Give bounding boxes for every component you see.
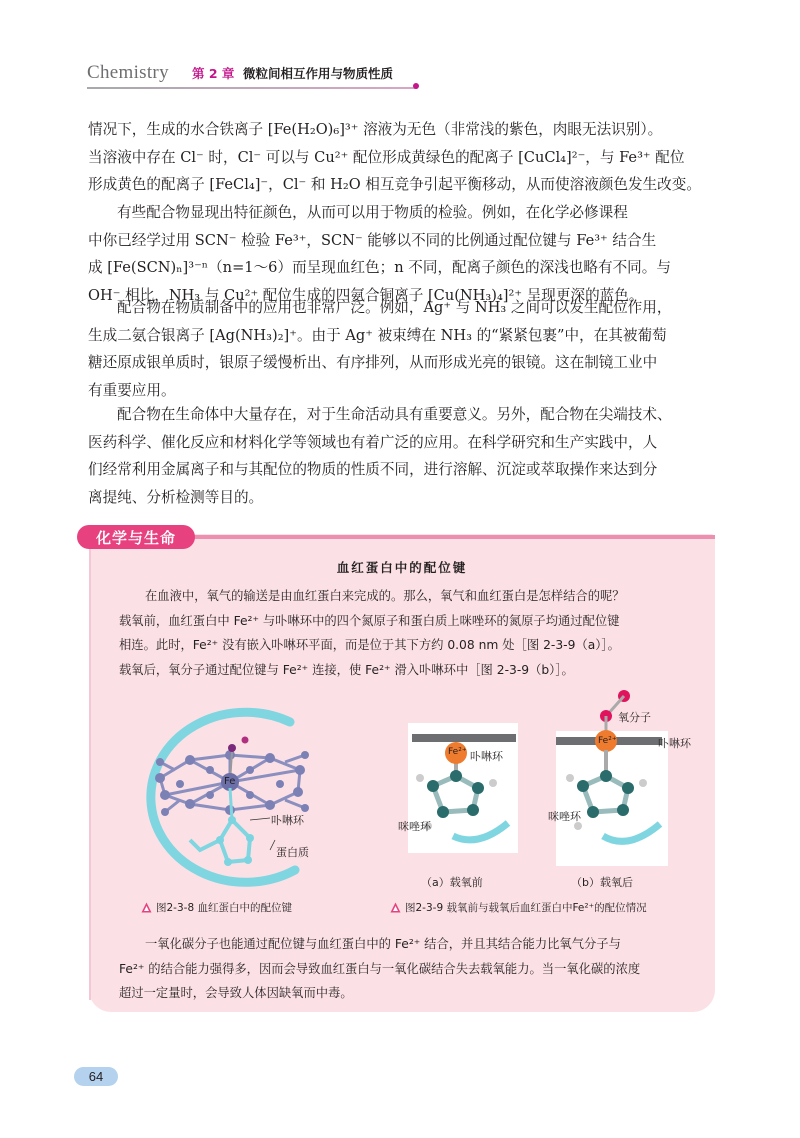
header-rule — [87, 87, 417, 89]
text-line: 当溶液中存在 Cl⁻ 时，Cl⁻ 可以与 Cu²⁺ 配位形成黄绿色的配离子 [CuCl₄]²⁻，与 Fe³⁺ 配位 — [88, 148, 685, 166]
before-oxygen-illustration — [398, 708, 523, 863]
header-subject: Chemistry — [87, 62, 169, 83]
text-line: 成 [Fe(SCN)ₙ]³⁻ⁿ（n=1～6）而呈现血红色；n 不同，配离子颜色的深浅也略有不同。与 — [88, 259, 671, 277]
text-line: 配合物在生命体中大量存在，对于生命活动具有重要意义。另外，配合物在尖端技术、 — [117, 406, 672, 423]
fe-label: Fe²⁺ — [448, 747, 467, 757]
porphyrin-label: 卟啉环 — [658, 737, 691, 750]
text-line: 糖还原成银单质时，银原子缓慢析出、有序排列，从而形成光亮的银镜。这在制镜工业中 — [88, 354, 658, 372]
figure-2-3-8 — [120, 700, 370, 890]
panel-background — [556, 731, 668, 866]
box-title: 血红蛋白中的配位键 — [336, 560, 468, 575]
fe-label: Fe²⁺ — [598, 736, 617, 746]
porphyrin-label: 卟啉环 — [470, 750, 503, 763]
triangle-icon — [390, 902, 401, 913]
paragraph-1 — [88, 116, 716, 199]
text-line: 载氧后，氧分子通过配位键与 Fe²⁺ 连接，使 Fe²⁺ 滑入卟啉环中［图 2-3-9（b）］。 — [119, 663, 574, 678]
protein-label: 蛋白质 — [276, 846, 309, 859]
text-line: 超过一定量时，会导致人体因缺氧而中毒。 — [119, 986, 353, 1001]
text-line: 一氧化碳分子也能通过配位键与血红蛋白中的 Fe²⁺ 结合，并且其结合能力比氧气分子与 — [145, 937, 621, 951]
running-header — [87, 62, 647, 88]
text-line: 相连。此时，Fe²⁺ 没有嵌入卟啉环平面，而是位于其下方约 0.08 nm 处［图 2-3-9（a）］。 — [119, 638, 620, 653]
oxygen-atom — [242, 737, 249, 744]
text-line: 在血液中，氧气的输送是由血红蛋白来完成的。那么，氧气和血红蛋白是怎样结合的呢？ — [145, 589, 625, 603]
box-badge — [77, 525, 195, 549]
text-line: 有些配合物显现出特征颜色，从而可以用于物质的检验。例如，在化学必修课程 — [117, 204, 628, 221]
figure-2-3-9b-caption: （b）载氧后 — [571, 876, 633, 889]
page-number — [74, 1067, 118, 1086]
text-line: 有重要应用。 — [88, 382, 176, 400]
paragraph-4 — [88, 401, 716, 512]
his-bond — [230, 788, 232, 820]
text-line: 情况下，生成的水合铁离子 [Fe(H₂O)₆]³⁺ 溶液为无色（非常浅的紫色，肉眼无法识别）。 — [88, 121, 663, 138]
figure-2-3-9b — [548, 686, 708, 866]
text-line: 离提纯、分析检测等目的。 — [88, 489, 264, 507]
figure-2-3-8-caption — [141, 900, 292, 915]
text-line: 生成二氨合银离子 [Ag(NH₃)₂]⁺。由于 Ag⁺ 被束缚在 NH₃ 的“紧紧包裹”中，在其被葡萄 — [88, 326, 667, 344]
text-line: 中你已经学过用 SCN⁻ 检验 Fe³⁺，SCN⁻ 能够以不同的比例通过配位键与 Fe³⁺ 结合生 — [88, 231, 657, 249]
porphyrin-label: 卟啉环 — [271, 814, 304, 827]
text-line: 形成黄色的配离子 [FeCl₄]⁻，Cl⁻ 和 H₂O 相互竞争引起平衡移动，从而使溶液颜色发生改变。 — [88, 176, 701, 194]
header-chapter-title: 微粒间相互作用与物质性质 — [243, 66, 394, 81]
page-number-text: 64 — [88, 1069, 104, 1084]
header-chapter: 第 2 章 — [192, 66, 235, 81]
imidazole-label: 咪唑环 — [548, 810, 581, 823]
caption-text: 图2-3-9 载氧前与载氧后血红蛋白中Fe²⁺的配位情况 — [405, 902, 647, 914]
figure-2-3-9a-caption: （a）载氧前 — [421, 876, 483, 889]
imidazole-label: 咪唑环 — [398, 820, 431, 833]
box-left-rule — [89, 545, 91, 1000]
text-line: 载氧前，血红蛋白中 Fe²⁺ 与卟啉环中的四个氮原子和蛋白质上咪唑环的氮原子均通过配位键 — [119, 613, 620, 628]
text-line: 医药科学、催化反应和材料化学等领域也有着广泛的应用。在科学研究和生产实践中，人 — [88, 433, 658, 451]
triangle-icon — [141, 902, 152, 913]
box-intro — [119, 584, 699, 683]
figure-2-3-9-caption — [390, 900, 647, 915]
leader-line — [250, 818, 270, 820]
box-top-rule — [182, 535, 715, 539]
oxygen-label: 氧分子 — [618, 711, 651, 724]
fe-label: Fe — [224, 776, 236, 787]
leader-line — [270, 840, 275, 850]
text-line: OH⁻ 相比，NH₃ 与 Cu²⁺ 配位生成的四氨合铜离子 [Cu(NH₃)₄]²⁺ 呈现更深的蓝色。 — [88, 287, 644, 305]
caption-text: 图2-3-8 血红蛋白中的配位键 — [156, 902, 292, 914]
text-line: 们经常利用金属离子和与其配位的物质的性质不同，进行溶解、沉淀或萃取操作来达到分 — [88, 461, 658, 479]
figure-2-3-9a — [398, 708, 523, 863]
box-badge-label: 化学与生命 — [95, 528, 176, 547]
header-dot — [413, 83, 419, 89]
porphyrin-plane — [412, 734, 516, 742]
text-line: Fe²⁺ 的结合能力强得多，因而会导致血红蛋白与一氧化碳结合失去载氧能力。当一氧化碳的浓度 — [119, 961, 641, 976]
heme-illustration — [120, 700, 370, 890]
paragraph-3 — [88, 294, 716, 405]
oxygen-atom — [228, 744, 236, 752]
text-line: 配合物在物质制备中的应用也非常广泛。例如，Ag⁺ 与 NH₃ 之间可以发生配位作用， — [117, 299, 672, 316]
box-outro — [119, 932, 699, 1006]
